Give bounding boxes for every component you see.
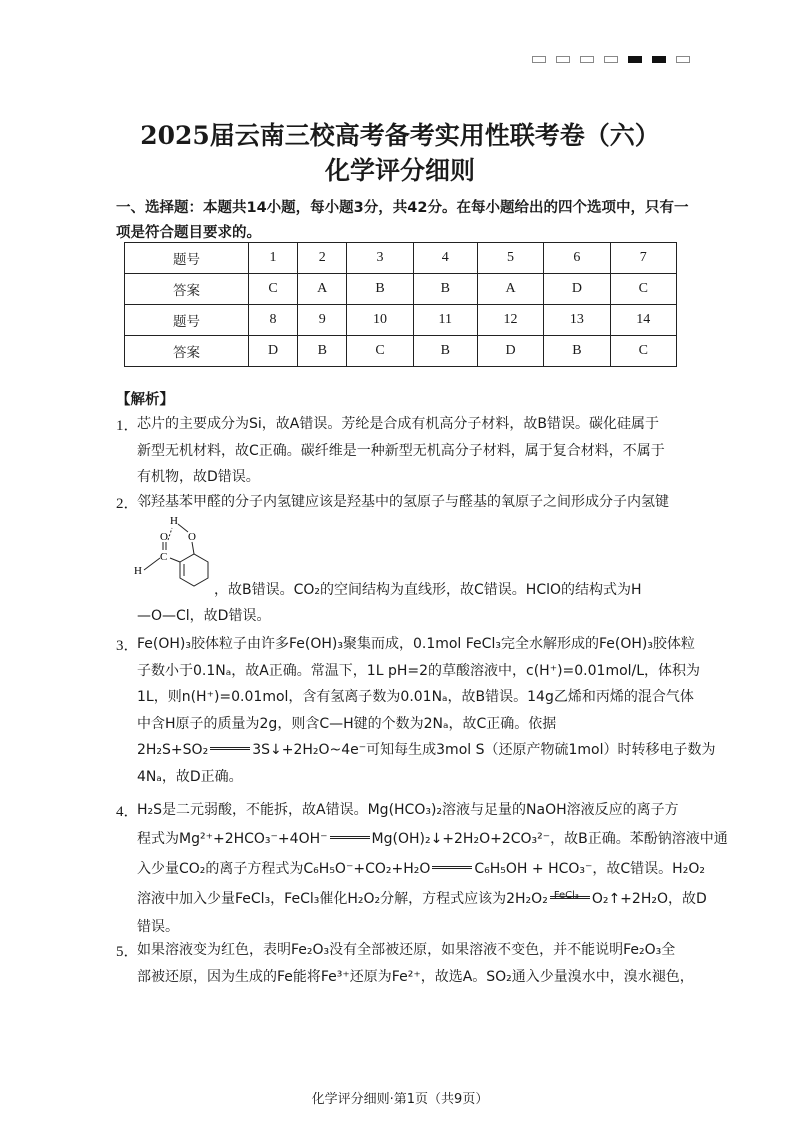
struct-atom-o1: O: [160, 531, 168, 543]
table-cell: 6: [544, 243, 610, 274]
table-row: [125, 274, 677, 305]
struct-atom-h2: H: [134, 565, 142, 577]
text-line: [137, 824, 728, 854]
item-number: 5．: [116, 944, 139, 960]
analysis-heading: 【解析】: [116, 392, 174, 408]
text-line: [137, 854, 705, 884]
struct-atom-o2: O: [188, 531, 196, 543]
corner-mark: [556, 56, 570, 63]
page-subtitle: 化学评分细则: [324, 156, 475, 185]
corner-marks: [532, 56, 690, 63]
equation-left: 入少量CO₂的离子方程式为C₆H₅O⁻+CO₂+H₂O: [137, 860, 431, 877]
item-number: 2．: [116, 496, 139, 512]
table-row: [125, 336, 677, 367]
equation-left: 程式为Mg²⁺+2HCO₃⁻+4OH⁻: [137, 830, 328, 847]
corner-mark: [652, 56, 666, 63]
table-row: [125, 243, 677, 274]
corner-mark: [532, 56, 546, 63]
text-line: 错误。: [137, 918, 179, 935]
text-line: 1L，则n(H⁺)=0.01mol，含有氢离子数为0.01Nₐ，故B错误。14g乙烯和丙烯的混合气体: [137, 689, 694, 705]
table-cell: 1: [248, 243, 297, 274]
table-cell: B: [413, 274, 477, 305]
table-cell: B: [544, 336, 610, 367]
item-number: 4．: [116, 804, 139, 820]
equation-left: 溶液中加入少量FeCl₃，FeCl₃催化H₂O₂分解，方程式应该为2H₂O₂: [137, 890, 548, 907]
table-cell: 3: [347, 243, 413, 274]
table-cell: C: [610, 336, 676, 367]
table-cell: 2: [298, 243, 347, 274]
text-line: ，故B错误。CO₂的空间结构为直线形，故C错误。HClO的结构式为H: [214, 582, 642, 598]
answer-table: [124, 242, 677, 367]
struct-atom-h: H: [170, 515, 178, 527]
table-cell: 13: [544, 305, 610, 336]
bond-line: [144, 558, 160, 570]
text-line: 芯片的主要成分为Si，故A错误。芳纶是合成有机高分子材料，故B错误。碳化硅属于: [137, 416, 659, 432]
table-cell: A: [477, 274, 543, 305]
text-line: 子数小于0.1Nₐ，故A正确。常温下，1L pH=2的草酸溶液中，c(H⁺)=0.01mol/L，体积为: [137, 662, 701, 679]
text-line: 4Nₐ，故D正确。: [137, 768, 243, 785]
corner-mark: [676, 56, 690, 63]
equation-right: 3S↓+2H₂O~4e⁻可知每生成3mol S（还原产物硫1mol）时转移电子数为: [252, 742, 716, 758]
text-line: 邻羟基苯甲醛的分子内氢键应该是羟基中的氢原子与醛基的氧原子之间形成分子内氢键: [137, 494, 669, 510]
analysis-item-2-line2: [214, 577, 697, 604]
table-row: [125, 305, 677, 336]
analysis-item-1: [137, 411, 697, 491]
bond-line: [178, 524, 188, 532]
table-cell: 7: [610, 243, 676, 274]
table-cell: A: [298, 274, 347, 305]
equals-sign: [432, 866, 472, 869]
corner-mark: [604, 56, 618, 63]
text-line: 有机物，故D错误。: [137, 469, 260, 485]
analysis-item-4: [137, 797, 728, 940]
equation-left: 2H₂S+SO₂: [137, 742, 209, 758]
catalyst-label: FeCl₃: [553, 889, 579, 901]
equation-right: O₂↑+2H₂O，故D: [591, 890, 707, 907]
table-cell: B: [347, 274, 413, 305]
equals-sign: [330, 836, 370, 839]
analysis-item-3: [137, 631, 716, 790]
table-cell: 5: [477, 243, 543, 274]
text-line: —O—Cl，故D错误。: [137, 608, 271, 624]
table-cell: 11: [413, 305, 477, 336]
hydrogen-bond-line: [168, 528, 172, 540]
table-cell: 题号: [125, 305, 249, 336]
table-cell: 9: [298, 305, 347, 336]
table-cell: 4: [413, 243, 477, 274]
table-cell: 答案: [125, 336, 249, 367]
page-footer: 化学评分细则·第1页（共9页）: [311, 1092, 489, 1107]
table-cell: 14: [610, 305, 676, 336]
bond-line: [170, 558, 180, 562]
equation-right: Mg(OH)₂↓+2H₂O+2CO₃²⁻，故B正确。苯酚钠溶液中通: [371, 830, 728, 847]
table-cell: 10: [347, 305, 413, 336]
text-line: Fe(OH)₃胶体粒子由许多Fe(OH)₃聚集而成，0.1mol FeCl₃完全水解形成的Fe(OH)₃胶体粒: [137, 636, 695, 652]
bond-line: [192, 542, 194, 554]
corner-mark: [628, 56, 642, 63]
text-line: 部被还原，因为生成的Fe能将Fe³⁺还原为Fe²⁺，故选A。SO₂通入少量溴水中，溴水褪色，: [137, 968, 694, 985]
table-cell: D: [544, 274, 610, 305]
text-line: 新型无机材料，故C正确。碳纤维是一种新型无机高分子材料，属于复合材料，不属于: [137, 442, 665, 459]
page-title: 2025届云南三校高考备考实用性联考卷（六）: [140, 121, 660, 150]
text-line: [137, 884, 707, 914]
table-cell: B: [413, 336, 477, 367]
equation-right: C₆H₅OH + HCO₃⁻，故C错误。H₂O₂: [474, 860, 705, 877]
table-cell: D: [477, 336, 543, 367]
corner-mark: [580, 56, 594, 63]
equals-sign-catalyst: [550, 889, 590, 901]
table-cell: 答案: [125, 274, 249, 305]
table-cell: B: [298, 336, 347, 367]
table-cell: D: [248, 336, 297, 367]
analysis-item-2-line3: [137, 603, 697, 630]
table-cell: 题号: [125, 243, 249, 274]
text-line: 如果溶液变为红色，表明Fe₂O₃没有全部被还原，如果溶液不变色，并不能说明Fe₂O₃全: [137, 942, 676, 958]
analysis-item-5: [137, 937, 697, 990]
item-number: 3．: [116, 638, 139, 654]
text-line: 中含H原子的质量为2g，则含C—H键的个数为2Nₐ，故C正确。依据: [137, 715, 557, 732]
table-cell: C: [610, 274, 676, 305]
text-line: [137, 737, 716, 764]
equals-sign: [210, 747, 250, 750]
analysis-item-2-line1: [137, 489, 697, 516]
table-cell: C: [248, 274, 297, 305]
table-cell: C: [347, 336, 413, 367]
table-cell: 8: [248, 305, 297, 336]
table-cell: 12: [477, 305, 543, 336]
text-line: H₂S是二元弱酸，不能拆，故A错误。Mg(HCO₃)₂溶液与足量的NaOH溶液反应的离子方: [137, 802, 679, 818]
item-number: 1．: [116, 418, 139, 434]
section-heading: 一、选择题：本题共14小题，每小题3分，共42分。在每小题给出的四个选项中，只有一项是符合题目要求的。: [116, 200, 689, 241]
struct-atom-c: C: [160, 551, 168, 563]
hydroxybenzaldehyde-structure: [132, 512, 214, 592]
